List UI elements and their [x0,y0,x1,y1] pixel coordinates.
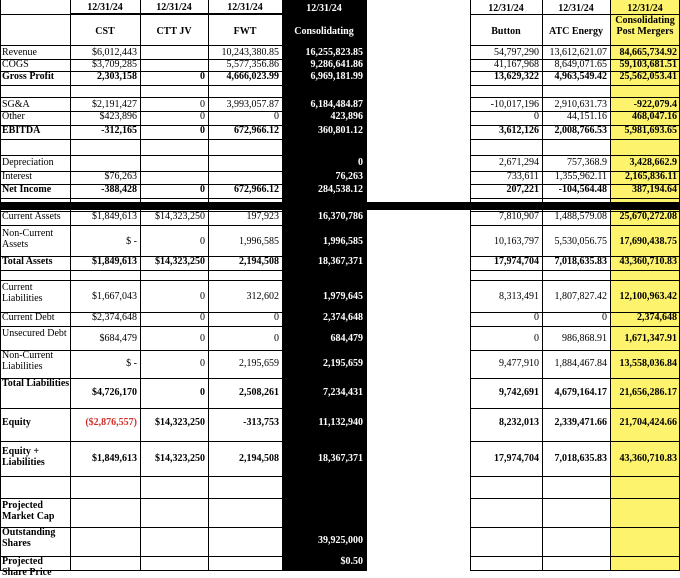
cell-value: 3,993,057.87 [226,99,279,110]
row-label: Non-Current Assets [2,228,54,250]
cell-value: 4,679,164.17 [554,387,607,398]
cell-value: 0 [274,333,279,344]
cell-value: 7,018,635.83 [554,256,607,267]
cell-value: 18,367,371 [318,453,363,464]
cell-value: 197,923 [246,211,279,222]
cell-value: 0 [358,157,363,168]
grid-line [0,198,366,199]
grid-line-v [470,0,471,571]
cell-value: 1,671,347.91 [624,333,677,344]
cell-value: 9,742,691 [499,387,539,398]
cell-value: 0 [274,312,279,323]
cell-value: 39,925,000 [318,535,363,546]
cell-value: 4,666,023.99 [226,71,279,82]
grid-line-v [208,0,209,571]
cell-value: $2,191,427 [92,99,137,110]
cell-value: 3,612,126 [499,125,539,136]
cell-value: $14,323,250 [155,453,205,464]
row-label: EBITDA [2,125,41,136]
cell-value: 21,704,424.66 [619,417,677,428]
cell-value: 0 [534,312,539,323]
cell-value: $14,323,250 [155,211,205,222]
cell-value: 0 [200,125,205,136]
cell-value: 7,234,431 [323,387,363,398]
grid-line [0,45,366,46]
cell-value: 2,195,659 [323,358,363,369]
cell-value: 0 [274,111,279,122]
cell-value: 8,649,071.65 [554,59,607,70]
cell-value: $14,323,250 [155,256,205,267]
cell-value: 0 [200,99,205,110]
grid-line [470,350,680,351]
cell-value: $0.50 [340,556,363,567]
cell-value: 7,018,635.83 [554,453,607,464]
cell-value: $2,374,648 [92,312,137,323]
grid-line [470,155,680,156]
grid-line [0,97,366,98]
row-label: Gross Profit [2,71,55,82]
cell-value: 2,195,659 [239,358,279,369]
header-date: 12/31/24 [208,2,282,13]
cell-value: -313,753 [243,417,279,428]
grid-line-v [140,0,141,571]
cell-value: 2,374,648 [637,312,677,323]
cell-value: 5,577,356.86 [226,59,279,70]
cell-value: 0 [200,358,205,369]
cell-value: $14,323,250 [155,417,205,428]
cell-value: 0 [602,312,607,323]
cell-value: 59,103,681.51 [619,59,677,70]
grid-line [0,155,366,156]
cell-value: 2,671,294 [499,157,539,168]
header-column-name: Consolidating [294,26,354,37]
cell-value: -104,564.48 [558,184,607,195]
cell-value: 13,612,621.07 [549,47,607,58]
cell-value: 9,477,910 [499,358,539,369]
cell-value: 2,194,508 [239,453,279,464]
grid-line [470,476,680,477]
grid-line [470,45,680,46]
row-label: Outstanding Shares [2,527,56,549]
grid-line [470,270,680,271]
row-label: Current Debt [2,312,55,323]
cell-value: 6,969,181.99 [310,71,363,82]
grid-line [0,270,366,271]
grid-line [470,570,680,571]
header-column-name: CST [95,26,115,37]
grid-line [0,14,366,15]
cell-value: $4,726,170 [92,387,137,398]
header-date: 12/31/24 [306,3,342,14]
cell-value: 17,974,704 [494,453,539,464]
grid-line [470,14,680,15]
cell-value: 1,996,585 [323,236,363,247]
cell-value: 284,538.12 [318,184,363,195]
row-label: SG&A [2,99,30,110]
row-label: Unsecured Debt [2,328,67,339]
cell-value: $6,012,443 [92,47,137,58]
cell-value: 2,339,471.66 [554,417,607,428]
cell-value: 13,629,322 [494,71,539,82]
cell-value: 12,100,963.42 [619,291,677,302]
cell-value: 13,558,036.84 [619,358,677,369]
cell-value: 0 [200,312,205,323]
cell-value: 10,243,380.85 [221,47,279,58]
cell-value: 733,611 [506,171,539,182]
grid-line-v [366,0,367,571]
row-label: Other [2,111,25,122]
grid-line [470,378,680,379]
cell-value: 6,184,484.87 [310,99,363,110]
row-label: Current Assets [2,211,61,222]
cell-value: 0 [534,111,539,122]
cell-value: 84,665,734.92 [619,47,677,58]
header-column-name: CTT JV [156,26,192,37]
cell-value: 7,810,907 [499,211,539,222]
cell-value: 18,367,371 [318,256,363,267]
cell-value: 423,896 [330,111,363,122]
cell-value: 16,255,823.85 [305,47,363,58]
cell-value: 2,303,158 [97,71,137,82]
cell-value: $1,849,613 [92,256,137,267]
grid-line-v [0,0,1,571]
grid-line [0,408,366,409]
cell-value: $76,263 [104,171,137,182]
cell-value: 0 [200,184,205,195]
grid-line [0,139,366,140]
grid-line [470,139,680,140]
cell-value: 2,165,836.11 [625,171,677,182]
grid-line [470,527,680,528]
cell-value: $1,849,613 [92,211,137,222]
cell-value: -388,428 [101,184,137,195]
header-date: 12/31/24 [558,3,594,14]
cell-value: 0 [200,236,205,247]
header-date: 12/31/24 [140,2,208,13]
cell-value: 1,488,579.08 [554,211,607,222]
grid-line-v [70,0,71,571]
row-label: Net Income [2,184,52,195]
cell-value: 2,508,261 [239,387,279,398]
cell-value: 1,807,827.42 [554,291,607,302]
cell-value: 0 [200,333,205,344]
header-date: 12/31/24 [627,3,663,14]
grid-line [470,556,680,557]
grid-line [0,280,366,281]
cell-value: 0 [200,291,205,302]
cell-value: 41,167,968 [494,59,539,70]
grid-line-v [282,0,283,571]
cell-value: $684,479 [99,333,137,344]
cell-value: 54,797,290 [494,47,539,58]
row-label: Revenue [2,47,37,58]
cell-value: 2,910,631.73 [554,99,607,110]
grid-line-v [610,0,611,571]
cell-value: 312,602 [246,291,279,302]
cell-value: $ - [126,236,137,247]
row-label: Interest [2,171,32,182]
cell-value: 43,360,710.83 [619,453,677,464]
grid-line [470,326,680,327]
cell-value: 8,313,491 [499,291,539,302]
row-label: Projected Market Cap [2,500,55,522]
grid-line-v [542,0,543,571]
cell-value: 8,232,013 [499,417,539,428]
grid-line [0,225,366,226]
cell-value: 76,263 [335,171,363,182]
row-label: Non-Current Liabilities [2,350,54,372]
cell-value: $423,896 [99,111,137,122]
grid-line [0,85,366,86]
header-date: 12/31/24 [488,3,524,14]
row-label: Equity + Liabilities [2,446,45,468]
cell-value: 387,194.64 [632,184,677,195]
cell-value: 17,690,438.75 [619,236,677,247]
cell-value: 1,355,962.11 [554,171,607,182]
grid-line [0,441,366,442]
cell-value: 3,428,662.9 [629,157,677,168]
cell-value: 21,656,286.17 [619,387,677,398]
row-label: Total Liabilities [2,378,70,389]
grid-line [470,97,680,98]
cell-value: 9,286,641.86 [310,59,363,70]
grid-line [470,408,680,409]
cell-value: 1,979,645 [323,291,363,302]
grid-line [470,441,680,442]
cell-value: 25,670,272.08 [619,211,677,222]
cell-value: 757,368.9 [567,157,607,168]
cell-value: 1,996,585 [239,236,279,247]
header-column-name: FWT [233,26,257,37]
cell-value: 2,194,508 [239,256,279,267]
cell-value: 207,221 [506,184,539,195]
cell-value: 0 [200,387,205,398]
cell-value: 672,966.12 [234,125,279,136]
grid-line [470,498,680,499]
cell-value: 25,562,053.41 [619,71,677,82]
cell-value: ($2,876,557) [85,417,137,428]
cell-value: $ - [126,358,137,369]
row-label: Total Assets [2,256,53,267]
grid-line [0,498,366,499]
header-column-name: Button [491,26,521,37]
cell-value: 11,132,940 [318,417,363,428]
cell-value: 360,801.12 [318,125,363,136]
cell-value: -10,017,196 [490,99,539,110]
cell-value: 10,163,797 [494,236,539,247]
cell-value: -312,165 [101,125,137,136]
cell-value: 44,151.16 [567,111,607,122]
row-label: COGS [2,59,29,70]
grid-line [470,225,680,226]
row-label: Current Liabilities [2,282,43,304]
header-date: 12/31/24 [70,2,140,13]
header-column-name: Consolidating Post Mergers [615,15,675,37]
grid-line [470,85,680,86]
cell-value: $3,709,285 [92,59,137,70]
cell-value: 0 [200,111,205,122]
grid-line [0,476,366,477]
cell-value: $1,667,043 [92,291,137,302]
cell-value: 2,374,648 [323,312,363,323]
row-label: Depreciation [2,157,54,168]
header-column-name: ATC Energy [549,26,603,37]
grid-line [470,198,680,199]
cell-value: 5,530,056.75 [554,236,607,247]
cell-value: 43,360,710.83 [619,256,677,267]
cell-value: 0 [534,333,539,344]
cell-value: 468,047.16 [632,111,677,122]
cell-value: -922,079.4 [633,99,677,110]
row-label: Equity [2,417,31,428]
cell-value: 16,370,786 [318,211,363,222]
cell-value: $1,849,613 [92,453,137,464]
cell-value: 672,966.12 [234,184,279,195]
cell-value: 1,884,467.84 [554,358,607,369]
cell-value: 4,963,549.42 [554,71,607,82]
grid-line [470,280,680,281]
grid-line [0,326,366,327]
cell-value: 986,868.91 [562,333,607,344]
cell-value: 684,479 [330,333,363,344]
section-divider [0,202,680,210]
cell-value: 5,981,693.65 [624,125,677,136]
cell-value: 17,974,704 [494,256,539,267]
row-label: Projected Share Price [2,556,52,578]
cell-value: 0 [200,71,205,82]
cell-value: 2,008,766.53 [554,125,607,136]
